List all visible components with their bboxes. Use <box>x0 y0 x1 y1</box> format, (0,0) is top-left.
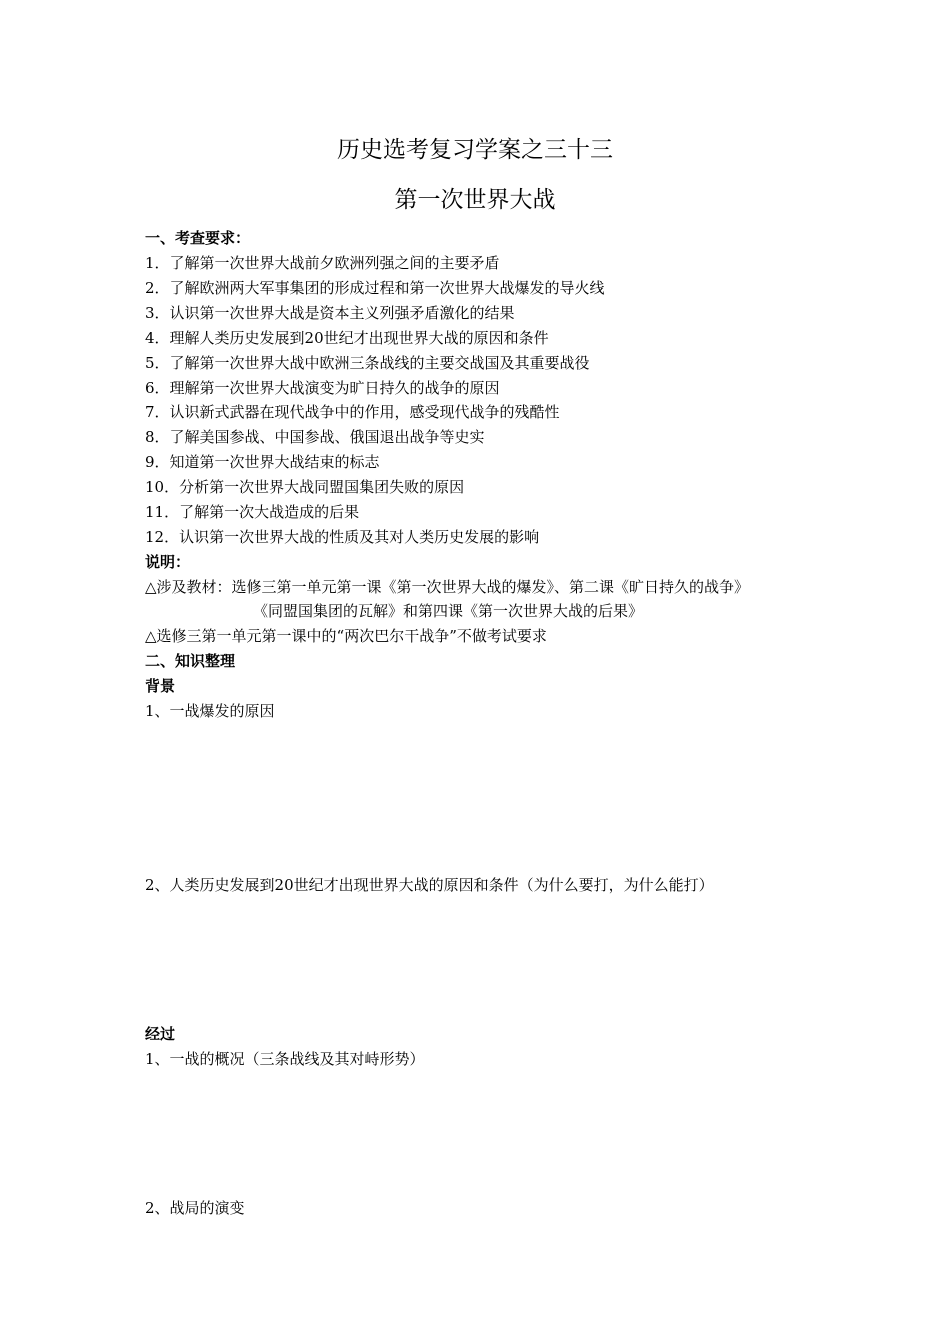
subheading-process: 经过 <box>145 1025 176 1043</box>
section-heading-requirements: 一、考查要求： <box>145 229 251 247</box>
requirement-item: 3．认识第一次世界大战是资本主义列强矛盾激化的结果 <box>145 304 515 322</box>
requirement-item: 2．了解欧洲两大军事集团的形成过程和第一次世界大战爆发的导火线 <box>145 279 605 297</box>
requirement-item: 8．了解美国参战、中国参战、俄国退出战争等史实 <box>145 428 485 446</box>
notes-line-continued: 《同盟国集团的瓦解》和第四课《第一次世界大战的后果》 <box>253 602 644 620</box>
subheading-background: 背景 <box>145 677 176 695</box>
requirement-item: 5．了解第一次世界大战中欧洲三条战线的主要交战国及其重要战役 <box>145 354 590 372</box>
notes-line: △选修三第一单元第一课中的“两次巴尔干战争”不做考试要求 <box>145 627 547 645</box>
document-title: 历史选考复习学案之三十三 <box>337 137 613 163</box>
requirement-item: 11．了解第一次大战造成的后果 <box>145 503 360 521</box>
requirement-item: 6．理解第一次世界大战演变为旷日持久的战争的原因 <box>145 379 500 397</box>
requirement-item: 10．分析第一次世界大战同盟国集团失败的原因 <box>145 478 465 496</box>
question-line: 1、一战爆发的原因 <box>145 702 275 720</box>
requirement-item: 9．知道第一次世界大战结束的标志 <box>145 453 380 471</box>
notes-heading: 说明： <box>145 553 191 571</box>
question-line: 2、人类历史发展到20世纪才出现世界大战的原因和条件（为什么要打，为什么能打） <box>145 876 714 894</box>
question-line: 1、一战的概况（三条战线及其对峙形势） <box>145 1050 425 1068</box>
document-subtitle: 第一次世界大战 <box>394 187 556 213</box>
notes-line: △涉及教材：选修三第一单元第一课《第一次世界大战的爆发》、第二课《旷日持久的战争》 <box>145 578 750 596</box>
requirement-item: 7．认识新式武器在现代战争中的作用，感受现代战争的残酷性 <box>145 403 560 421</box>
requirement-item: 4．理解人类历史发展到20世纪才出现世界大战的原因和条件 <box>145 329 549 347</box>
section-heading-knowledge: 二、知识整理 <box>145 652 236 670</box>
requirement-item: 1．了解第一次世界大战前夕欧洲列强之间的主要矛盾 <box>145 254 500 272</box>
question-line: 2、战局的演变 <box>145 1199 245 1217</box>
requirement-item: 12．认识第一次世界大战的性质及其对人类历史发展的影响 <box>145 528 540 546</box>
